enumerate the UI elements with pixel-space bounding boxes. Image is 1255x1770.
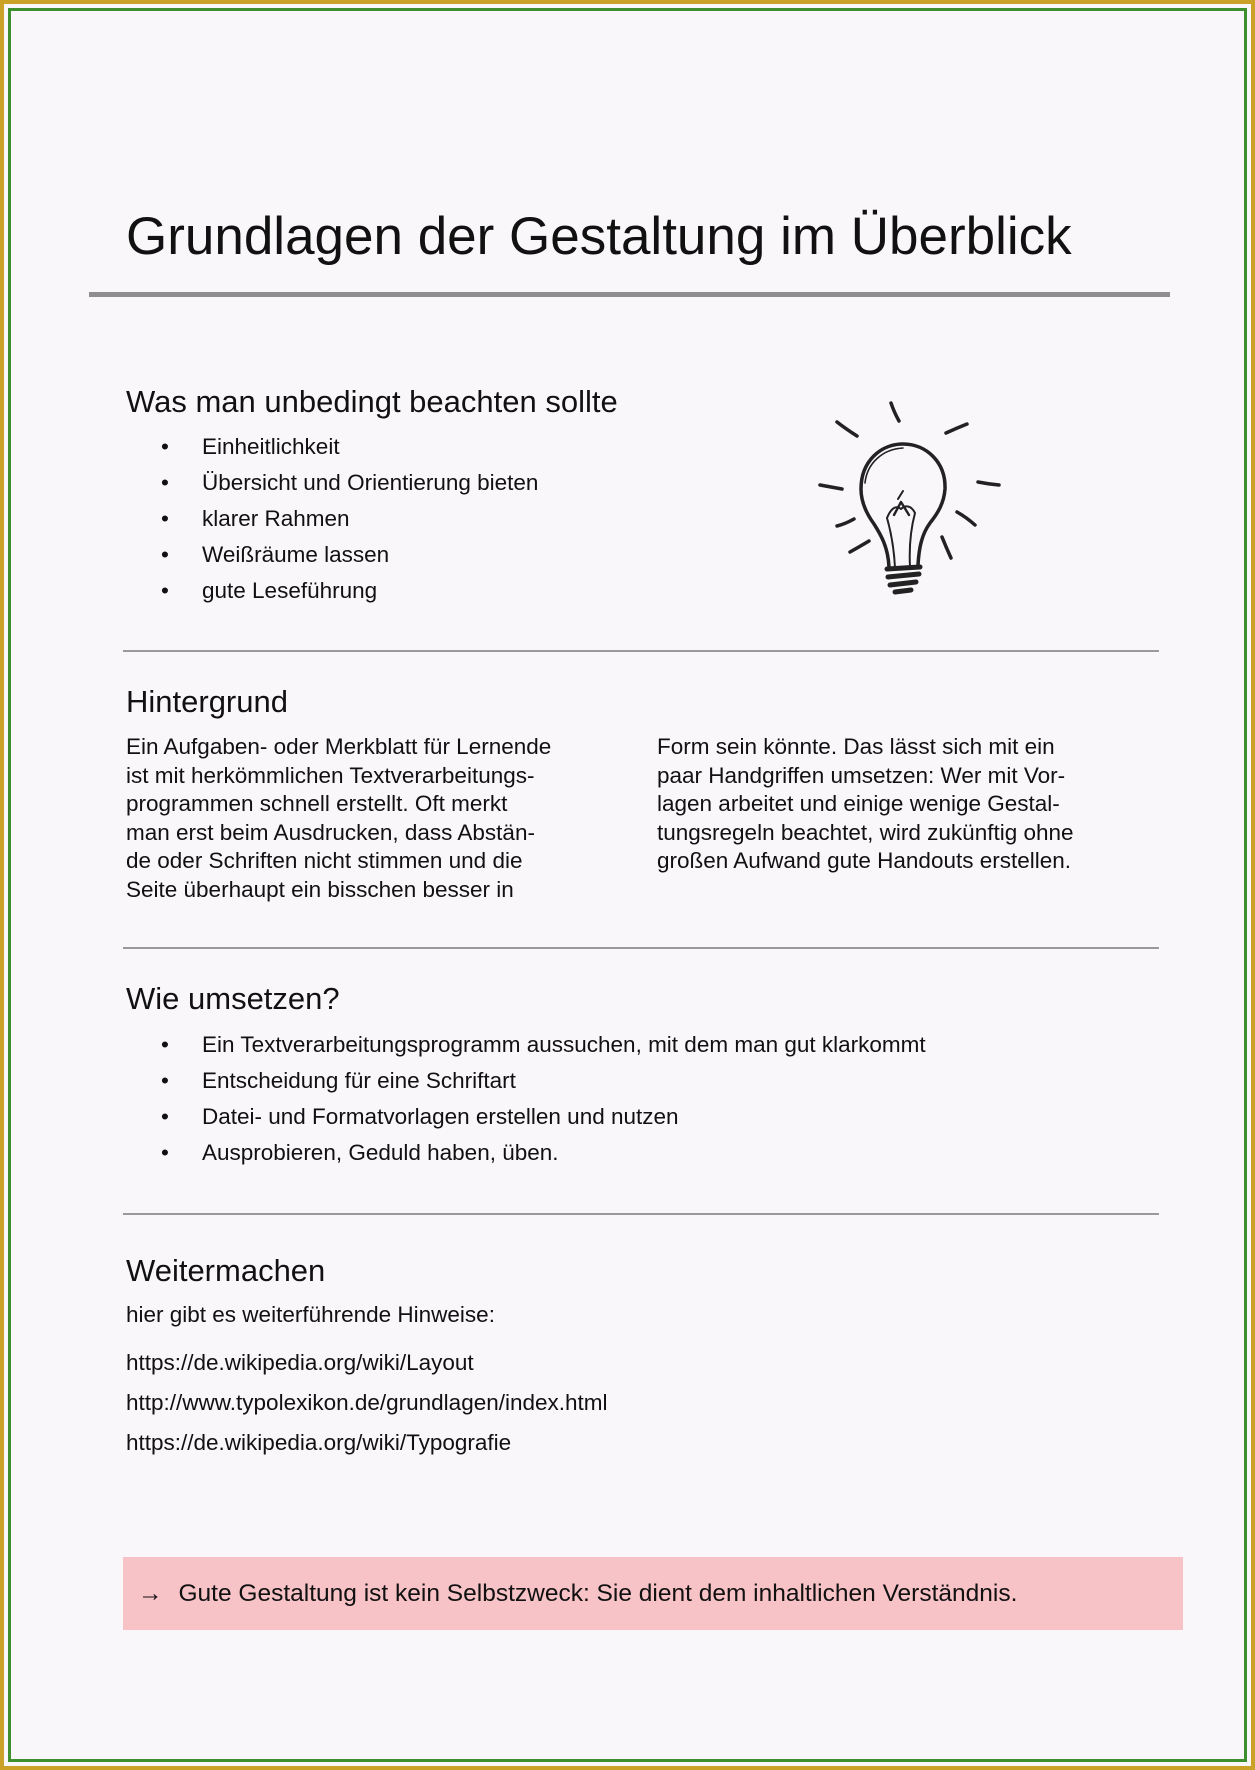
section-heading-further: Weitermachen	[126, 1253, 326, 1288]
text-line: Ein Aufgaben- oder Merkblatt für Lernende	[126, 734, 552, 759]
list-item	[126, 429, 538, 465]
howto-list	[126, 1027, 926, 1171]
arrow-icon: →	[138, 1579, 163, 1607]
list-item-text: Ausprobieren, Geduld haben, üben.	[202, 1140, 559, 1165]
callout-text: Gute Gestaltung ist kein Selbstzweck: Sie dient dem inhaltlichen Verständnis.	[178, 1579, 1018, 1607]
list-item-text: klarer Rahmen	[202, 506, 350, 531]
text-line: ist mit herkömmlichen Textverarbeitungs-	[126, 762, 535, 788]
important-list	[126, 429, 538, 609]
text-line: lagen arbeitet und einige wenige Gestal-	[657, 791, 1060, 817]
section-heading-howto: Wie umsetzen?	[126, 981, 340, 1016]
section-heading-background: Hintergrund	[126, 684, 288, 719]
text-line: man erst beim Ausdrucken, dass Abstän-	[126, 819, 535, 845]
text-line: paar Handgriffen umsetzen: Wer mit Vor-	[657, 762, 1066, 788]
list-item	[126, 1135, 926, 1171]
bullet-glyph: •	[161, 1032, 169, 1057]
bullet-glyph: •	[161, 470, 169, 495]
link-typolexikon[interactable]: http://www.typolexikon.de/grundlagen/index.html	[126, 1390, 608, 1415]
text-line: tungsregeln beachtet, wird zukünftig ohne	[657, 819, 1074, 845]
further-intro: hier gibt es weiterführende Hinweise:	[126, 1302, 495, 1327]
bullet-glyph: •	[161, 1104, 169, 1129]
section-divider	[123, 947, 1159, 949]
list-item-text: Weißräume lassen	[202, 542, 390, 567]
link-layout[interactable]: https://de.wikipedia.org/wiki/Layout	[126, 1350, 474, 1375]
background-column-left	[126, 733, 551, 905]
section-heading-important: Was man unbedingt beachten sollte	[126, 384, 618, 419]
bullet-glyph: •	[161, 434, 169, 459]
bullet-glyph: •	[161, 506, 169, 531]
lightbulb-icon	[815, 397, 1025, 597]
list-item	[126, 1099, 926, 1135]
text-line: de oder Schriften nicht stimmen und die	[126, 848, 523, 874]
link-typografie[interactable]: https://de.wikipedia.org/wiki/Typografie	[126, 1430, 512, 1455]
list-item-text: Einheitlichkeit	[202, 434, 340, 459]
background-column-right	[657, 733, 1074, 876]
list-item	[126, 537, 538, 573]
list-item-text: gute Leseführung	[202, 578, 378, 603]
text-line: Seite überhaupt ein bisschen besser in	[126, 876, 514, 902]
list-item-text: Übersicht und Orientierung bieten	[202, 470, 539, 495]
text-line: Form sein könnte. Das lässt sich mit ein	[657, 734, 1055, 759]
bullet-glyph: •	[161, 1140, 169, 1165]
list-item-text: Datei- und Formatvorlagen erstellen und nutzen	[202, 1104, 679, 1129]
list-item	[126, 1063, 926, 1099]
text-line: großen Aufwand gute Handouts erstellen.	[657, 848, 1072, 874]
list-item-text: Ein Textverarbeitungsprogramm aussuchen, mit dem man gut klarkommt	[202, 1032, 926, 1057]
section-divider	[123, 1213, 1159, 1215]
callout-box	[123, 1557, 1183, 1630]
list-item	[126, 501, 538, 537]
list-item	[126, 465, 538, 501]
bullet-glyph: •	[161, 542, 169, 567]
bullet-glyph: •	[161, 1068, 169, 1093]
list-item	[126, 1027, 926, 1063]
list-item-text: Entscheidung für eine Schriftart	[202, 1068, 516, 1093]
page-title: Grundlagen der Gestaltung im Überblick	[126, 207, 1072, 266]
section-divider	[123, 650, 1159, 652]
list-item	[126, 573, 538, 609]
title-divider	[89, 292, 1170, 297]
text-line: programmen schnell erstellt. Oft merkt	[126, 791, 508, 817]
bullet-glyph: •	[161, 578, 169, 603]
